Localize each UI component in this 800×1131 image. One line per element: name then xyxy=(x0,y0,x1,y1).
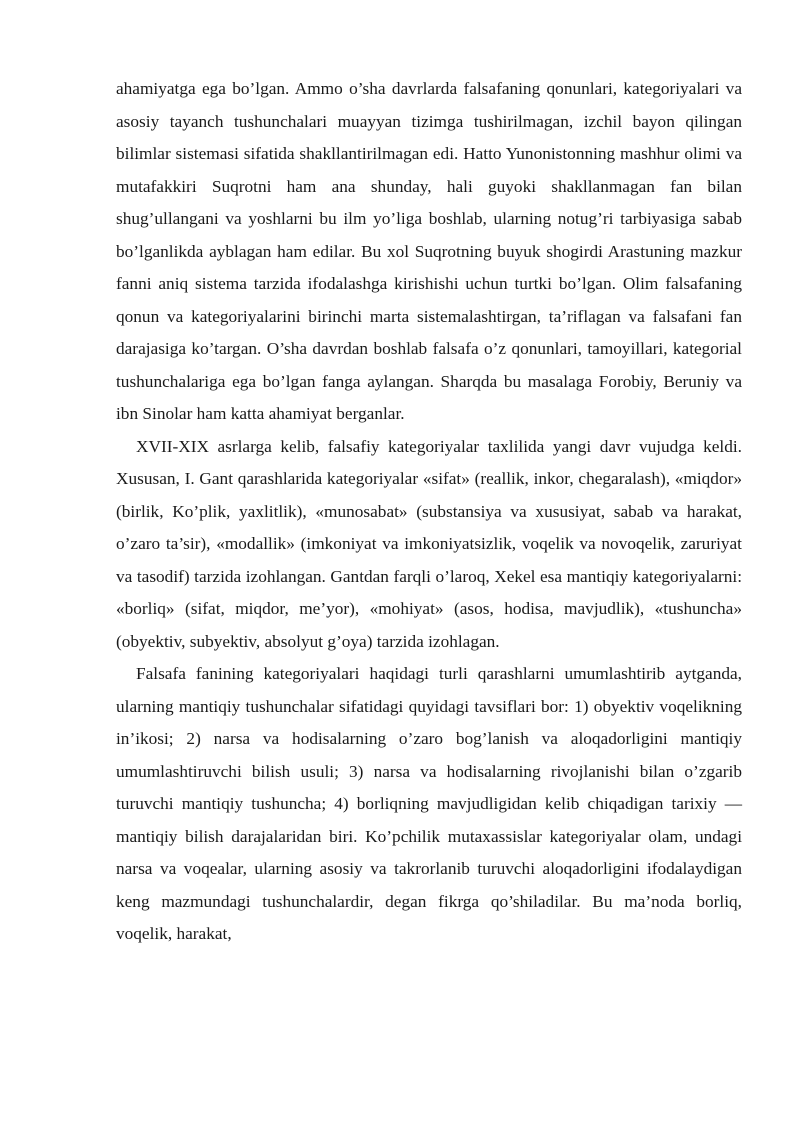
paragraph-1: ahamiyatga ega bo’lgan. Ammo o’sha davrlarda falsafaning qonunlari, kategoriyalari va asosiy tayanch tushunchalari muayyan tizimga tushirilmagan, izchil bayon qilingan bilimlar sistemasi sifatida shakllantirilmagan edi. Hatto Yunonistonning mashhur olimi va mutafakkiri Suqrotni ham ana shunday, hali guyoki shakllanmagan fan bilan shug’ullangani va yoshlarni bu ilm yo’liga boshlab, ularning notug’ri tarbiyasiga sabab bo’lganlikda ayblagan ham edilar. Bu xol Suqrotning buyuk shogirdi Arastuning mazkur fanni aniq sistema tarzida ifodalashga kirishishi uchun turtki bo’lgan. Olim falsafaning qonun va kategoriyalarini birinchi marta sistemalashtirgan, ta’riflagan va falsafani fan darajasiga ko’targan. O’sha davrdan boshlab falsafa o’z qonunlari, tamoyillari, kategorial tushunchalariga ega bo’lgan fanga aylangan. Sharqda bu masalaga Forobiy, Beruniy va ibn Sinolar ham katta ahamiyat berganlar. xyxy=(116,79,742,423)
paragraph-2: XVII-XIX asrlarga kelib, falsafiy kategoriyalar taxlilida yangi davr vujudga keldi. Xususan, I. Gant qarashlarida kategoriyalar «sifat» (reallik, inkor, chegaralash), «miqdor» (birlik, Ko’plik, yaxlitlik), «munosabat» (substansiya va xususiyat, sabab va harakat, o’zaro ta’sir), «modallik» (imkoniyat va imkoniyatsizlik, voqelik va novoqelik, zaruriyat va tasodif) tarzida izohlangan. Gantdan farqli o’laroq, Xekel esa mantiqiy kategoriyalarni: «borliq» (sifat, miqdor, me’yor), «mohiyat» (asos, hodisa, mavjudlik), «tushuncha» (obyektiv, subyektiv, absolyut g’oya) tarzida izohlagan. xyxy=(116,436,742,651)
document-page xyxy=(116,73,742,951)
paragraph-3: Falsafa fanining kategoriyalari haqidagi turli qarashlarni umumlashtirib aytganda, ularning mantiqiy tushunchalar sifatidagi quyidagi tavsiflari bor: 1) obyektiv voqelikning in’ikosi; 2) narsa va hodisalarning o’zaro bog’lanish va aloqadorligini mantiqiy umumlashtiruvchi bilish usuli; 3) narsa va hodisalarning rivojlanishi bilan o’zgarib turuvchi mantiqiy tushuncha; 4) borliqning mavjudligidan kelib chiqadigan tarixiy — mantiqiy bilish darajalaridan biri. Ko’pchilik mutaxassislar kategoriyalar olam, undagi narsa va voqealar, ularning asosiy va takrorlanib turuvchi aloqadorligini ifodalaydigan keng mazmundagi tushunchalardir, degan fikrga qo’shiladilar. Bu ma’noda borliq, voqelik, harakat, xyxy=(116,664,742,943)
